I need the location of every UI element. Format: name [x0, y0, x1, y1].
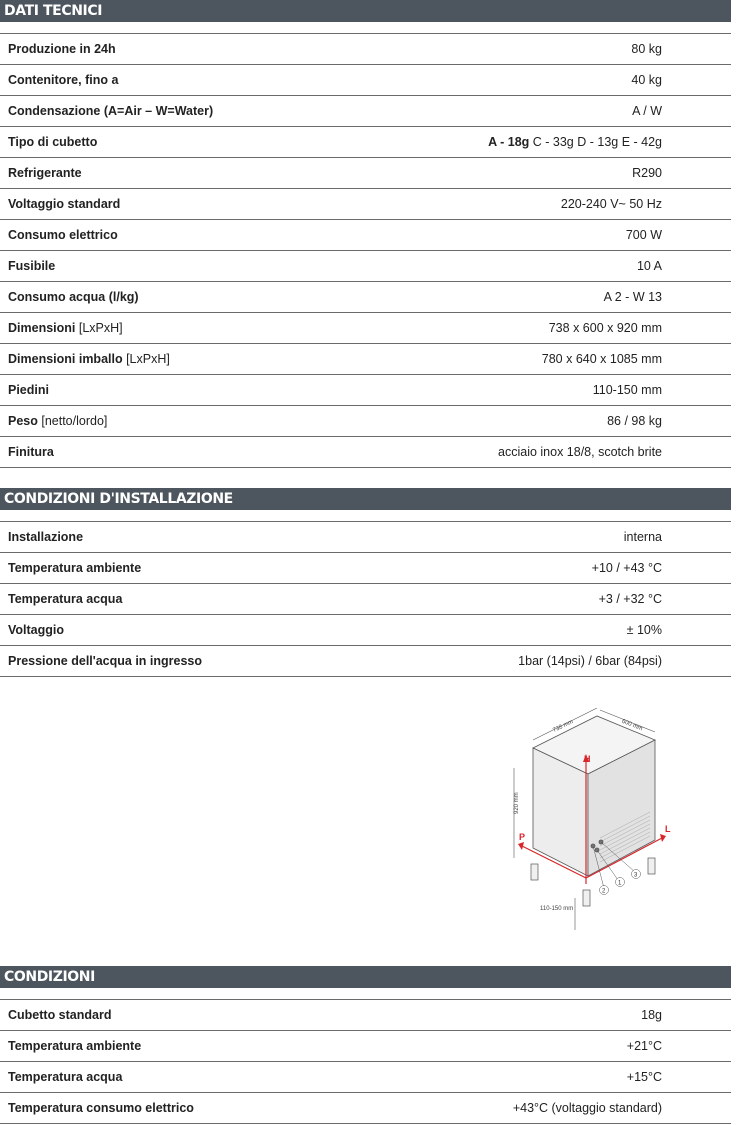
table-row	[0, 220, 731, 251]
callout-1: 1	[618, 880, 622, 887]
callout-2: 2	[602, 888, 606, 895]
row-value	[641, 1008, 731, 1022]
table-row	[0, 65, 731, 96]
row-label-text: Contenitore, fino a	[8, 73, 119, 87]
row-label	[0, 383, 49, 397]
row-label-text: Consumo acqua (l/kg)	[8, 290, 139, 304]
section-title: CONDIZIONI D'INSTALLAZIONE	[4, 491, 233, 507]
table-row	[0, 1062, 731, 1093]
table-row	[0, 646, 731, 677]
table-row	[0, 158, 731, 189]
table-row	[0, 375, 731, 406]
row-value	[488, 135, 731, 149]
row-value	[627, 623, 731, 637]
row-label-text: Temperatura consumo elettrico	[8, 1101, 194, 1115]
row-value	[593, 383, 731, 397]
table-row	[0, 1093, 731, 1124]
row-value-text: 80 kg	[631, 42, 662, 56]
row-value-text: 110-150 mm	[592, 383, 662, 397]
row-value	[627, 1039, 731, 1053]
row-value	[626, 228, 731, 242]
row-label	[0, 135, 97, 149]
row-value	[592, 561, 731, 575]
table-row	[0, 313, 731, 344]
dati-tecnici-table	[0, 33, 731, 468]
row-label	[0, 592, 122, 606]
row-label	[0, 259, 55, 273]
row-label	[0, 1101, 194, 1115]
row-label	[0, 352, 170, 366]
row-value	[561, 197, 731, 211]
row-label-text: Dimensioni	[8, 321, 76, 335]
row-value	[632, 104, 731, 118]
table-row	[0, 522, 731, 553]
row-value	[631, 42, 731, 56]
row-value	[624, 530, 731, 544]
row-label-note: [LxPxH]	[75, 321, 123, 335]
section-title: DATI TECNICI	[4, 3, 102, 19]
row-value-text: +15°C	[626, 1070, 662, 1084]
row-value-text: interna	[623, 530, 662, 544]
table-row	[0, 96, 731, 127]
row-value-text: 18g	[641, 1008, 662, 1022]
row-label	[0, 654, 202, 668]
row-value-text: +21°C	[626, 1039, 662, 1053]
row-label-text: Fusibile	[8, 259, 56, 273]
table-row	[0, 615, 731, 646]
machine-body	[533, 716, 655, 876]
section-header-condizioni	[0, 966, 731, 988]
row-label-text: Peso	[8, 414, 38, 428]
row-label-text: Cubetto standard	[8, 1008, 112, 1022]
row-value-bold: A - 18g	[488, 135, 530, 149]
row-value-text: +10 / +43 °C	[591, 561, 662, 575]
table-row	[0, 553, 731, 584]
row-value	[631, 73, 731, 87]
row-value-text: R290	[632, 166, 662, 180]
row-label-text: Temperatura ambiente	[8, 1039, 142, 1053]
callout-3: 3	[634, 872, 638, 879]
table-row	[0, 189, 731, 220]
row-value	[513, 1101, 731, 1115]
table-row	[0, 1000, 731, 1031]
row-value	[627, 1070, 731, 1084]
row-label	[0, 197, 120, 211]
axis-label-p: P	[519, 832, 526, 842]
dim-feet-label: 110-150 mm	[540, 906, 574, 912]
row-label-note: [netto/lordo]	[37, 414, 108, 428]
row-value	[518, 654, 731, 668]
table-row	[0, 584, 731, 615]
condizioni-table	[0, 999, 731, 1124]
row-value	[498, 445, 731, 459]
row-label	[0, 623, 64, 637]
row-value-text: 86 / 98 kg	[607, 414, 662, 428]
row-value-text: +3 / +32 °C	[598, 592, 662, 606]
table-row	[0, 282, 731, 313]
row-value-text: 780 x 640 x 1085 mm	[541, 352, 662, 366]
row-value-text: +43°C (voltaggio standard)	[512, 1101, 662, 1115]
row-label-text: Pressione dell'acqua in ingresso	[8, 654, 203, 668]
row-label	[0, 414, 107, 428]
row-label-text: Consumo elettrico	[8, 228, 118, 242]
row-value-text: 1bar (14psi) / 6bar (84psi)	[518, 654, 662, 668]
row-value	[637, 259, 731, 273]
row-value-text: 40 kg	[631, 73, 662, 87]
dim-depth-label: 600 mm	[620, 718, 644, 733]
table-row	[0, 406, 731, 437]
row-value-text: ± 10%	[626, 623, 662, 637]
row-label-text: Condensazione (A=Air – W=Water)	[8, 104, 214, 118]
row-label	[0, 1008, 111, 1022]
row-label	[0, 530, 83, 544]
row-label-text: Refrigerante	[8, 166, 82, 180]
row-label-text: Temperatura acqua	[8, 592, 123, 606]
row-value	[542, 352, 731, 366]
table-row	[0, 127, 731, 158]
row-label	[0, 321, 123, 335]
row-value	[632, 166, 731, 180]
dim-width-label: 738 mm	[552, 719, 575, 734]
row-label-text: Tipo di cubetto	[8, 135, 98, 149]
row-label	[0, 42, 116, 56]
table-row	[0, 437, 731, 468]
row-label	[0, 290, 139, 304]
row-label-text: Piedini	[8, 383, 49, 397]
row-value-text: A 2 - W 13	[603, 290, 662, 304]
row-value-text: C - 33g D - 13g E - 42g	[529, 135, 662, 149]
row-value	[599, 592, 731, 606]
row-label-text: Voltaggio	[8, 623, 65, 637]
machine-dimension-diagram	[500, 708, 690, 938]
row-label-text: Voltaggio standard	[8, 197, 121, 211]
row-label-text: Produzione in 24h	[8, 42, 116, 56]
row-label-text: Dimensioni imballo	[8, 352, 123, 366]
row-value-text: acciaio inox 18/8, scotch brite	[498, 445, 662, 459]
section-header-dati-tecnici	[0, 0, 731, 22]
row-label	[0, 104, 213, 118]
table-row	[0, 344, 731, 375]
row-label	[0, 1039, 141, 1053]
row-value	[607, 414, 731, 428]
section-title: CONDIZIONI	[4, 969, 95, 985]
table-row	[0, 34, 731, 65]
dim-height-label: 920 mm	[514, 792, 520, 814]
row-value-text: 738 x 600 x 920 mm	[548, 321, 662, 335]
row-label-text: Finitura	[8, 445, 54, 459]
table-row	[0, 1031, 731, 1062]
condizioni-installazione-table	[0, 521, 731, 677]
row-label-text: Temperatura acqua	[8, 1070, 123, 1084]
row-label	[0, 228, 118, 242]
row-label-text: Installazione	[8, 530, 84, 544]
row-value	[604, 290, 731, 304]
row-label	[0, 561, 141, 575]
row-value-text: 10 A	[636, 259, 662, 273]
section-header-condizioni-installazione	[0, 488, 731, 510]
row-label	[0, 445, 54, 459]
axis-label-l: L	[665, 824, 671, 834]
row-value-text: 220-240 V~ 50 Hz	[560, 197, 662, 211]
row-label	[0, 1070, 122, 1084]
row-label	[0, 166, 82, 180]
axis-label-h: H	[584, 754, 591, 764]
row-label-text: Temperatura ambiente	[8, 561, 142, 575]
row-value-text: 700 W	[625, 228, 662, 242]
row-label-note: [LxPxH]	[122, 352, 170, 366]
row-value	[549, 321, 731, 335]
row-label	[0, 73, 118, 87]
table-row	[0, 251, 731, 282]
row-value-text: A / W	[632, 104, 662, 118]
